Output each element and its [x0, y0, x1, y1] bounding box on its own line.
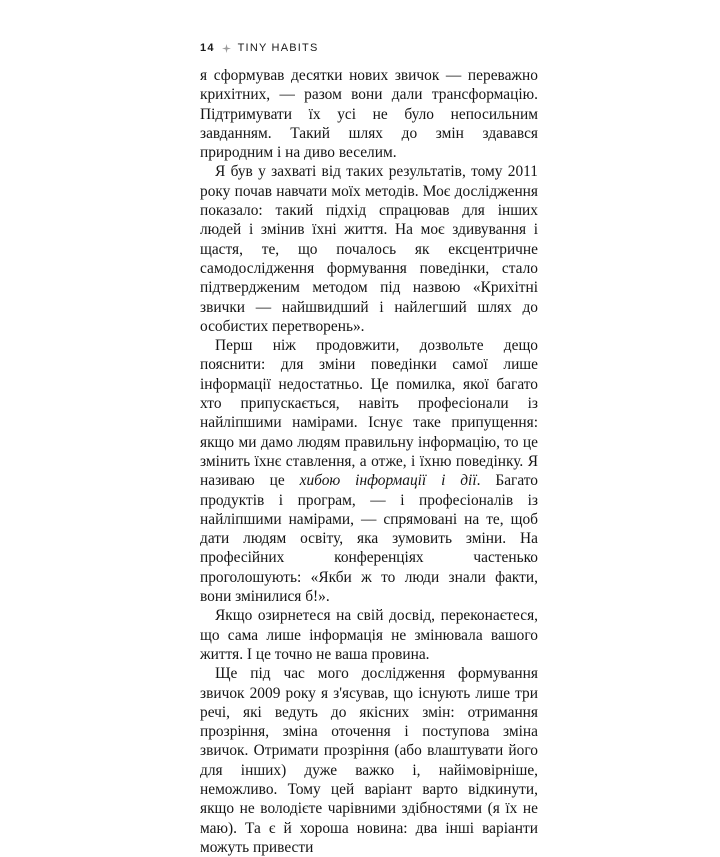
diamond-ornament-icon	[222, 44, 231, 53]
paragraph	[200, 664, 538, 857]
text-run: Ще під час мого дослідження формування звичок 2009 року я з'ясував, що існують лише три речі, які ведуть до якісних змін: отримання прозріння, зміна оточення і поступова зміна звичок. Отримати прозріння (або влаштувати його для інших) дуже важко і, найімовірніше, неможливо. Тому цей варіант варто відкинути, якщо не володієте чарівними здібностями (я їх не маю). Та є й хороша новина: два інші варіанти можуть привести	[200, 665, 538, 856]
paragraph	[200, 606, 538, 664]
text-run: Я був у захваті від таких результатів, тому 2011 року почав навчати моїх методів. Моє дослідження показало: такий підхід спрацював для інших людей і змінив їхні життя. На моє здивування і щастя, те, що почалось як ексцентричне самодослідження формування поведінки, стало підтвердженим методом під назвою «Крихітні звички — найшвидший і найлегший шлях до особистих перетворень».	[200, 163, 538, 335]
italic-term: хибою інформації і дії	[299, 472, 477, 490]
page-number: 14	[200, 42, 215, 54]
book-title: TINY HABITS	[237, 42, 319, 54]
text-run: я сформував десятки нових звичок — переважно крихітних, — разом вони дали трансформацію. Підтримувати їх усі не було непосильним завданням. Такий шлях до змін здавався природним і на диво веселим.	[200, 67, 538, 162]
paragraph	[200, 336, 538, 606]
paragraph	[200, 162, 538, 336]
body-text	[200, 66, 538, 857]
paragraph	[200, 66, 538, 162]
text-run: Перш ніж продовжити, дозвольте дещо пояснити: для зміни поведінки самої лише інформації недостатньо. Це помилка, якої багато хто припускається, навіть професіонали із найліпшими намірами. Існує таке припущення: якщо ми дамо людям правильну інформацію, то це змінить їхнє ставлення, а отже, і їхню поведінку. Я називаю це	[200, 337, 538, 490]
text-run: . Багато продуктів і програм, — і професіоналів із найліпшими намірами, — спрямовані на те, щоб дати людям освіту, яка зумовить зміни. На професійних конференціях частенько проголошують: «Якби ж то люди знали факти, вони змінилися б!».	[200, 472, 539, 606]
running-head	[200, 42, 318, 54]
text-run: Якщо озирнетеся на свій досвід, переконаєтеся, що сама лише інформація не змінювала вашого життя. І це точно не ваша провина.	[200, 607, 538, 663]
